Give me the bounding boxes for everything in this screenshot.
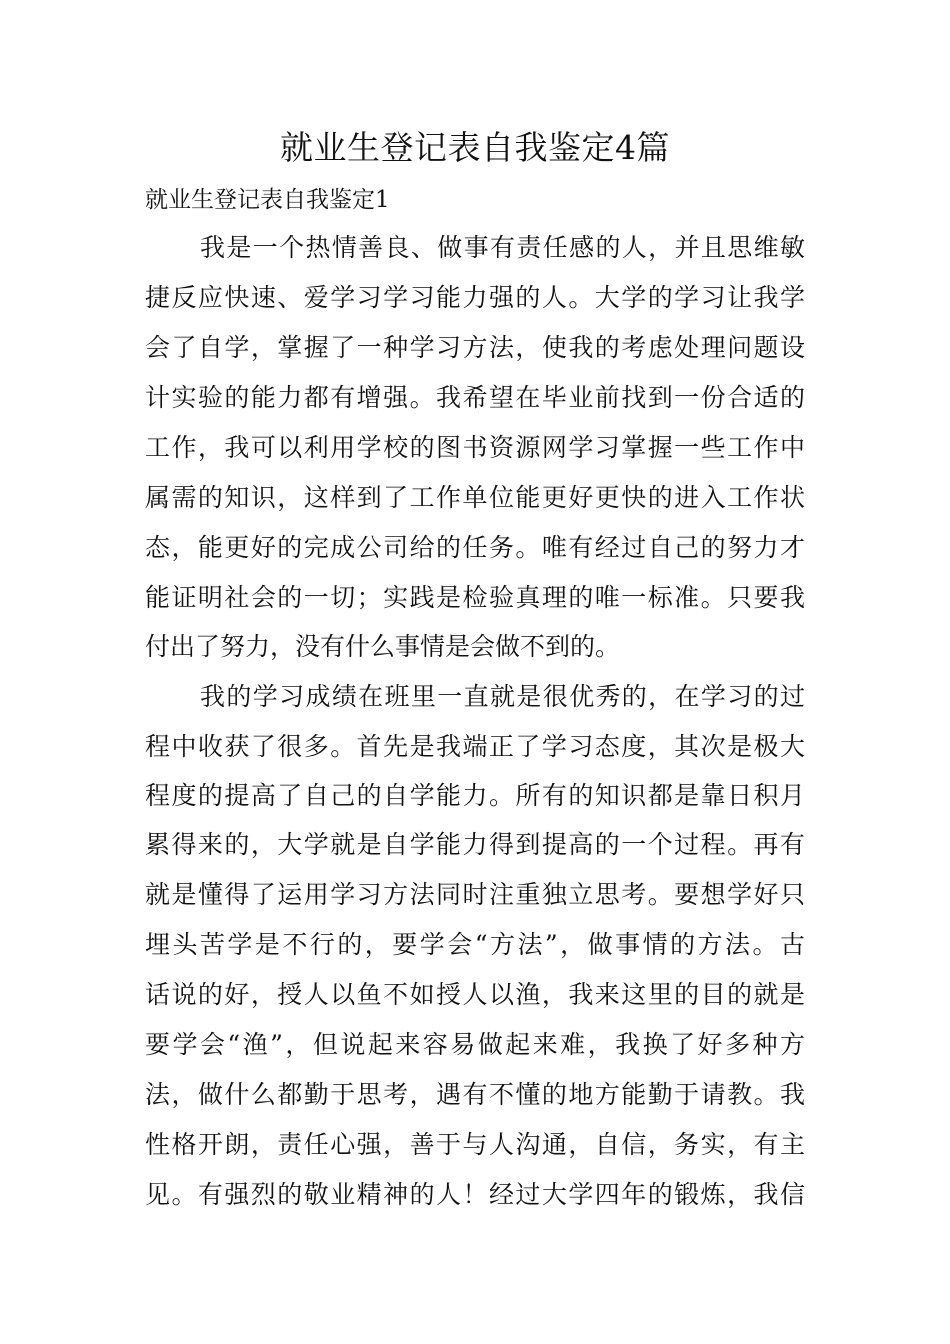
text-line: 工作，我可以利用学校的图书资源网学习掌握一些工作中	[145, 433, 805, 462]
text-line: 见。有强烈的敬业精神的人！经过大学四年的锻炼，我信	[145, 1180, 805, 1209]
text-line: 会了自学，掌握了一种学习方法，使我的考虑处理问题设	[145, 333, 805, 362]
text-line: 程中收获了很多。首先是我端正了学习态度，其次是极大	[145, 732, 805, 761]
text-line: 程度的提高了自己的自学能力。所有的知识都是靠日积月	[145, 781, 805, 810]
text-line: 能证明社会的一切；实践是检验真理的唯一标准。只要我	[145, 583, 805, 612]
text-line: 我是一个热情善良、做事有责任感的人，并且思维敏	[200, 233, 805, 262]
text-line: 属需的知识，这样到了工作单位能更好更快的进入工作状	[145, 483, 805, 512]
text-line: 计实验的能力都有增强。我希望在毕业前找到一份合适的	[145, 383, 805, 412]
text-line: 就是懂得了运用学习方法同时注重独立思考。要想学好只	[145, 880, 805, 909]
text-line: 付出了努力，没有什么事情是会做不到的。	[145, 632, 621, 661]
text-line: 我的学习成绩在班里一直就是很优秀的，在学习的过	[200, 682, 805, 711]
text-line: 态，能更好的完成公司给的任务。唯有经过自己的努力才	[145, 533, 805, 562]
text-line: 捷反应快速、爱学习学习能力强的人。大学的学习让我学	[145, 283, 805, 312]
text-line: 法，做什么都勤于思考，遇有不懂的地方能勤于请教。我	[145, 1080, 805, 1109]
text-line: 埋头苦学是不行的，要学会“方法”，做事情的方法。古	[145, 930, 805, 959]
text-line: 累得来的，大学就是自学能力得到提高的一个过程。再有	[145, 830, 805, 859]
text-line: 话说的好，授人以鱼不如授人以渔，我来这里的目的就是	[145, 980, 805, 1009]
document-title: 就业生登记表自我鉴定4篇	[280, 128, 670, 167]
text-line: 性格开朗，责任心强，善于与人沟通，自信，务实，有主	[145, 1130, 805, 1159]
section-heading: 就业生登记表自我鉴定1	[145, 187, 390, 213]
text-line: 要学会“渔”，但说起来容易做起来难，我换了好多种方	[145, 1030, 805, 1059]
